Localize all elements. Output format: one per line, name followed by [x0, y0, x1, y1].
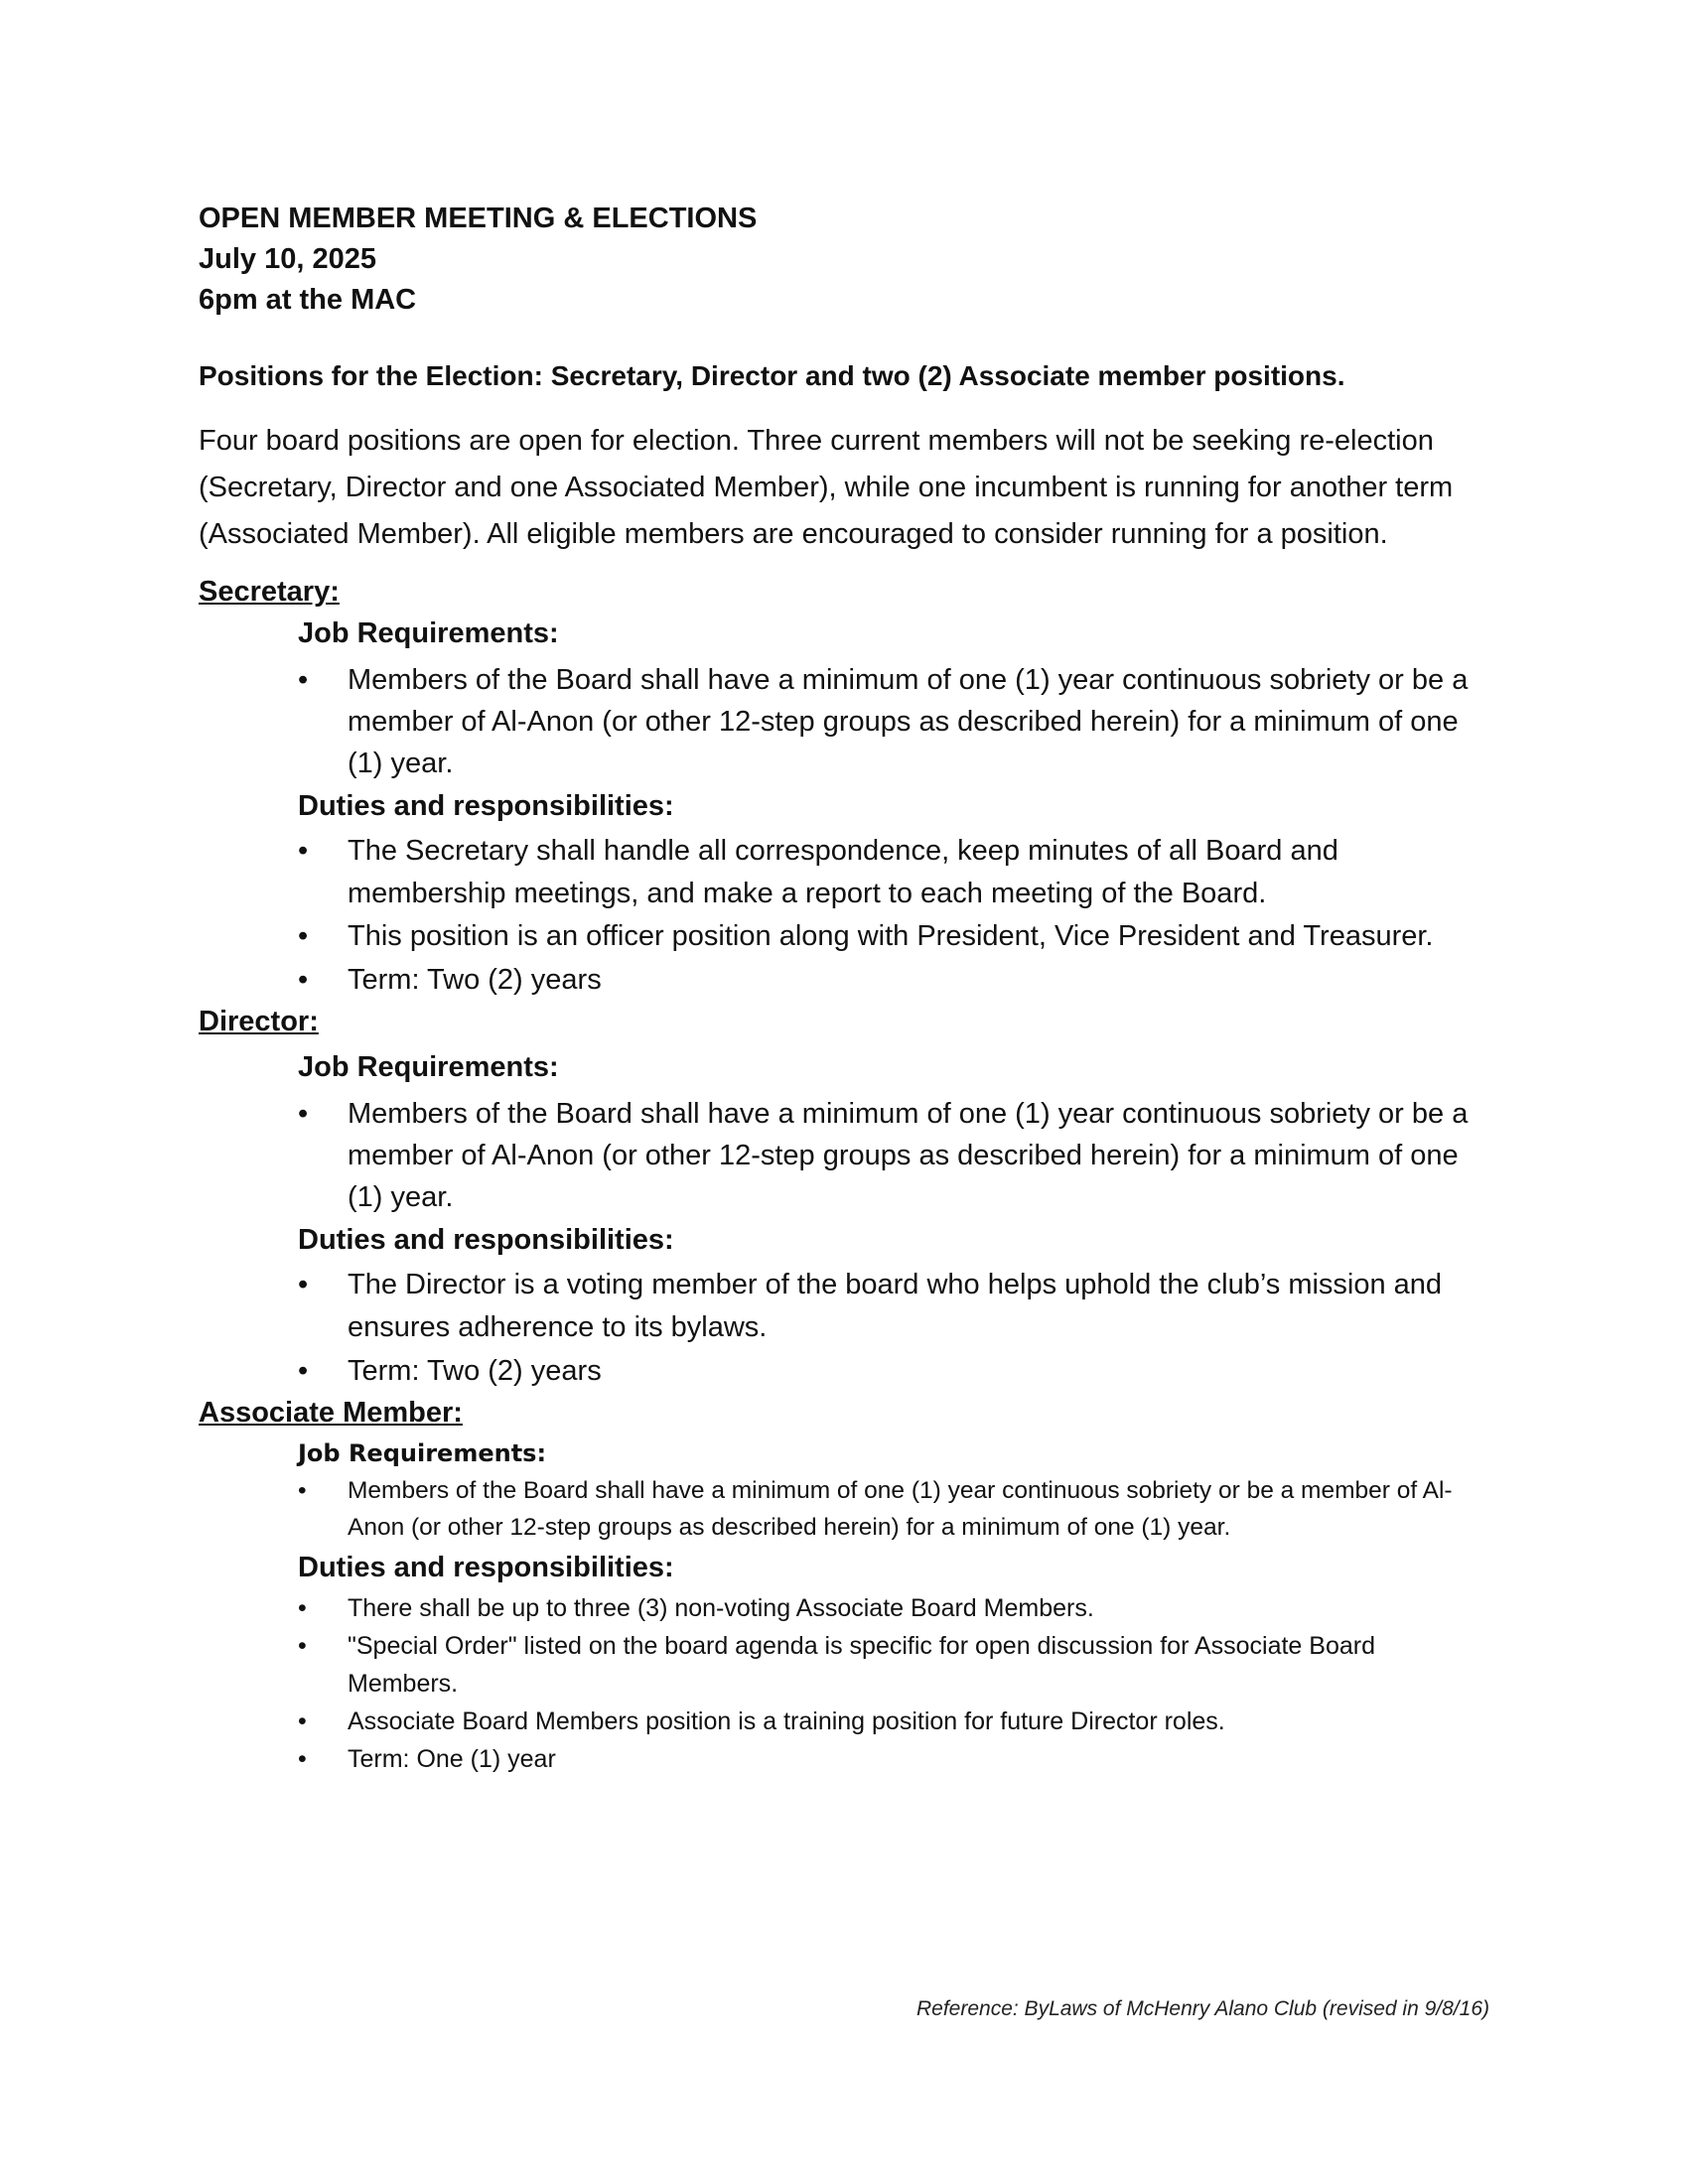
list-item: • Term: Two (2) years — [348, 1349, 1489, 1393]
list-item: • Term: Two (2) years — [348, 958, 1489, 1002]
bullet-icon: • — [298, 1745, 307, 1773]
list-item: • Associate Board Members position is a training position for future Director roles. — [348, 1703, 1489, 1740]
list-item: • The Director is a voting member of the board who helps uphold the club’s mission and ensures adherence to its bylaws. — [348, 1264, 1489, 1349]
bullet-icon: • — [298, 1098, 309, 1130]
meeting-time-location: 6pm at the MAC — [199, 284, 417, 316]
list-item: • Members of the Board shall have a minimum of one (1) year continuous sobriety or be a member of Al-Anon (or other 12-step groups as described herein) for a minimum of one (1) year. — [348, 659, 1489, 784]
bullet-icon: • — [298, 920, 309, 952]
list-item: • Members of the Board shall have a minimum of one (1) year continuous sobriety or be a member of Al-Anon (or other 12-step groups as described herein) for a minimum of one (1) year. — [348, 1093, 1489, 1218]
meeting-title: OPEN MEMBER MEETING & ELECTIONS — [199, 203, 758, 234]
director-requirements-title: Job Requirements: — [298, 1051, 559, 1083]
director-duties-list — [199, 1264, 1489, 1393]
list-item: • This position is an officer position along with President, Vice President and Treasurer. — [348, 915, 1489, 958]
director-duties-title: Duties and responsibilities: — [298, 1224, 674, 1256]
positions-heading: Positions for the Election: Secretary, Director and two (2) Associate member positions. — [199, 360, 1345, 391]
associate-requirements-list — [199, 1472, 1489, 1546]
list-item: • Term: One (1) year — [348, 1740, 1489, 1778]
associate-requirements-title: Job Requirements: — [298, 1439, 547, 1467]
intro-paragraph: Four board positions are open for election. Three current members will not be seeking re-election (Secretary, Director and one Associated Member), while one incumbent is running for another term (Associated Member). All eligible members are encouraged to consider running for a position. — [199, 425, 1454, 550]
bylaws-reference: Reference: ByLaws of McHenry Alano Club (revised in 9/8/16) — [916, 1997, 1489, 2020]
secretary-requirements-list — [199, 659, 1489, 784]
bullet-icon: • — [298, 1594, 307, 1622]
secretary-duties-title: Duties and responsibilities: — [298, 790, 674, 822]
list-item: • The Secretary shall handle all correspondence, keep minutes of all Board and membership meetings, and make a report to each meeting of the Board. — [348, 830, 1489, 915]
associate-title: Associate Member: — [199, 1397, 463, 1429]
director-title: Director: — [199, 1006, 319, 1037]
associate-section — [199, 1393, 1489, 1778]
document-page — [199, 199, 1489, 1778]
director-requirements-list — [199, 1093, 1489, 1218]
list-item: • There shall be up to three (3) non-voting Associate Board Members. — [348, 1589, 1489, 1627]
bullet-icon: • — [298, 1269, 309, 1300]
secretary-section — [199, 572, 1489, 1002]
bullet-icon: • — [298, 835, 309, 867]
secretary-title: Secretary: — [199, 576, 340, 608]
secretary-requirements-title: Job Requirements: — [298, 617, 559, 649]
bullet-icon: • — [298, 964, 309, 996]
secretary-duties-list — [199, 830, 1489, 1002]
bullet-icon: • — [298, 1632, 307, 1660]
list-item: • Members of the Board shall have a minimum of one (1) year continuous sobriety or be a member of Al-Anon (or other 12-step groups as described herein) for a minimum of one (1) year. — [348, 1472, 1489, 1546]
associate-duties-list — [199, 1589, 1489, 1778]
bullet-icon: • — [298, 664, 309, 696]
director-section — [199, 1002, 1489, 1393]
list-item: • "Special Order" listed on the board agenda is specific for open discussion for Associate Board Members. — [348, 1627, 1489, 1703]
associate-duties-title: Duties and responsibilities: — [298, 1552, 674, 1583]
bullet-icon: • — [298, 1707, 307, 1735]
bullet-icon: • — [298, 1477, 307, 1504]
meeting-date: July 10, 2025 — [199, 243, 376, 275]
bullet-icon: • — [298, 1355, 309, 1387]
